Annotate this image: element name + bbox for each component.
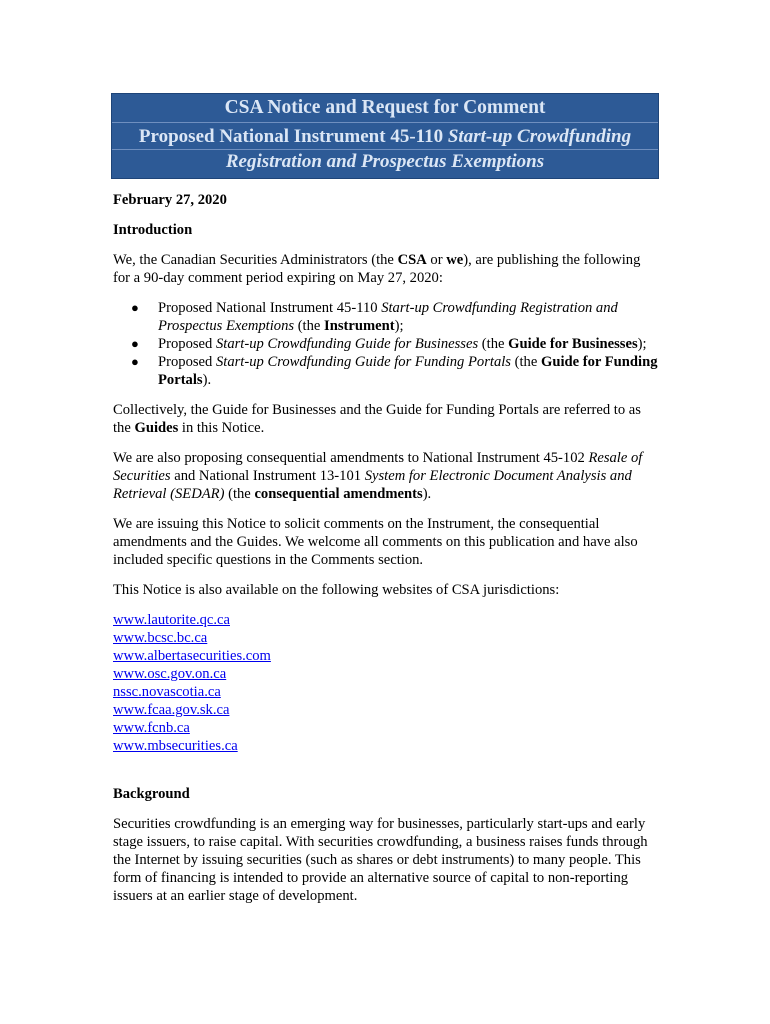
banner-divider: [112, 122, 658, 123]
notice-title: CSA Notice and Request for Comment: [224, 97, 546, 118]
proposal-list: [113, 299, 658, 389]
document-title-italic: System for Electronic Document Analysis and Retrieval (SEDAR): [113, 468, 632, 502]
list-item: [113, 335, 658, 353]
text-run: ), are publishing the following for a 90-day comment period expiring on May 27, 2020:: [113, 252, 641, 286]
text-run: in this Notice.: [178, 420, 265, 436]
list-item: [113, 353, 658, 389]
text-run: and National Instrument 13-101: [170, 468, 365, 484]
bullet-icon: ●: [131, 300, 139, 315]
link-albertasecurities[interactable]: www.albertasecurities.com: [113, 648, 271, 664]
text-run: Proposed: [158, 336, 216, 352]
document-body: [113, 191, 658, 905]
text-run: );: [637, 336, 647, 352]
text-run: );: [394, 318, 404, 334]
text-run: (the: [294, 318, 325, 334]
text-run: Proposed National Instrument 45-110: [158, 300, 382, 316]
bullet-icon: ●: [131, 336, 139, 351]
background-paragraph-1: Securities crowdfunding is an emerging way for businesses, particularly start-ups and early stage issuers, to raise capital. With securities crowdfunding, a business raises funds through the Internet by issuing securities (such as shares or debt instruments) to many people. This form of financing is intended to provide an alternative source of capital to non-reporting issuers at an earlier stage of development.: [113, 816, 648, 904]
document-title-italic: Start-up Crowdfunding Guide for Businesses: [215, 336, 479, 352]
defined-term: Instrument: [324, 318, 395, 334]
bullet-icon: ●: [131, 354, 139, 369]
subtitle-prefix: Proposed National Instrument 45-110: [138, 126, 444, 147]
text-run: Proposed: [158, 354, 216, 370]
subtitle-italic-a: Start-up Crowdfunding: [447, 126, 632, 147]
list-item: [113, 299, 658, 335]
link-lautorite[interactable]: www.lautorite.qc.ca: [113, 612, 230, 628]
intro-paragraph-2: [113, 401, 658, 437]
defined-term-we: we: [446, 252, 464, 268]
defined-term: Guide for Funding Portals: [158, 354, 658, 388]
text-run: We, the Canadian Securities Administrators (the: [113, 252, 398, 268]
notice-subtitle-line2: Registration and Prospectus Exemptions: [225, 151, 545, 172]
text-run: (the: [478, 336, 509, 352]
document-title-italic: Start-up Crowdfunding Guide for Funding Portals: [215, 354, 511, 370]
link-osc[interactable]: www.osc.gov.on.ca: [113, 666, 227, 682]
defined-term-csa: CSA: [397, 252, 427, 268]
intro-paragraph-5: This Notice is also available on the following websites of CSA jurisdictions:: [113, 582, 560, 598]
background-heading: Background: [113, 786, 190, 802]
text-run: ).: [422, 486, 432, 502]
intro-paragraph-1: [113, 251, 658, 287]
text-run: or: [426, 252, 447, 268]
link-fcaa[interactable]: www.fcaa.gov.sk.ca: [113, 702, 230, 718]
intro-paragraph-4: We are issuing this Notice to solicit comments on the Instrument, the consequential amendments and the Guides. We welcome all comments on this publication and have also included specific questions in the Comments section.: [113, 516, 638, 568]
document-title-italic: Resale of Securities: [113, 450, 643, 484]
title-banner: [111, 93, 659, 179]
link-mbsecurities[interactable]: www.mbsecurities.ca: [113, 738, 238, 754]
text-run: (the: [510, 354, 541, 370]
link-nssc[interactable]: nssc.novascotia.ca: [113, 684, 221, 700]
notice-subtitle-line1: [112, 125, 658, 149]
defined-term-consequential: consequential amendments: [254, 486, 423, 502]
publication-date: February 27, 2020: [113, 192, 227, 208]
defined-term-guides: Guides: [134, 420, 179, 436]
text-run: (the: [224, 486, 255, 502]
defined-term: Guide for Businesses: [508, 336, 638, 352]
link-bcsc[interactable]: www.bcsc.bc.ca: [113, 630, 208, 646]
text-run: ).: [202, 372, 212, 388]
website-links: [113, 611, 658, 755]
text-run: We are also proposing consequential amendments to National Instrument 45-102: [113, 450, 589, 466]
link-fcnb[interactable]: www.fcnb.ca: [113, 720, 190, 736]
text-run: Collectively, the Guide for Businesses and the Guide for Funding Portals are referred to as the: [113, 402, 641, 436]
introduction-heading: Introduction: [113, 222, 193, 238]
document-title-italic: Start-up Crowdfunding Registration and Prospectus Exemptions: [158, 300, 618, 334]
intro-paragraph-3: [113, 449, 658, 503]
